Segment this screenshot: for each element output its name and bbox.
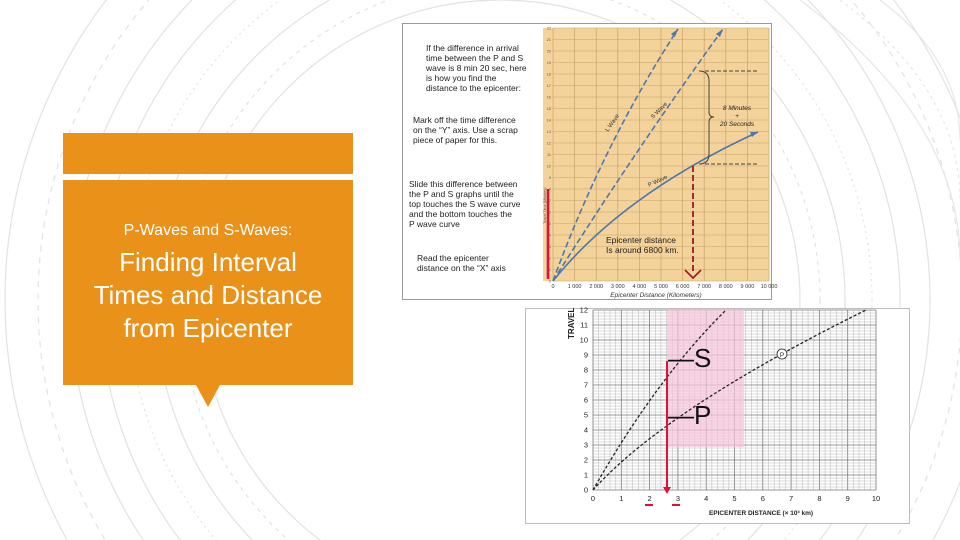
instruction-text: Slide this difference between [409, 179, 518, 189]
y-axis-label: Travel Time (Minutes) [543, 187, 547, 224]
x-tick-label: 4 000 [632, 284, 647, 290]
svg-text:the P and S graphs until the [409, 189, 514, 199]
y-axis-label: TRAVEL [567, 307, 576, 339]
l-wave-label: L Wave [604, 113, 622, 134]
s-wave-label: S Wave [650, 101, 670, 121]
slide-title [73, 246, 343, 345]
x-tick-label: 6 [760, 494, 765, 503]
y-tick-label: 3 [548, 245, 551, 249]
x-tick-label: 1 [619, 494, 624, 503]
svg-text:wave is 8 min 20 sec, here [425, 63, 527, 73]
interval-label: 20 Seconds [719, 121, 755, 128]
y-tick-label: 11 [580, 320, 588, 330]
y-tick-label: 17 [546, 84, 551, 88]
title-pointer [196, 385, 220, 407]
svg-text:—S [668, 343, 711, 373]
instruction-text: If the difference in arrival [426, 43, 519, 53]
y-tick-label: 3 [583, 440, 588, 450]
title-accent-bar [63, 133, 353, 174]
svg-text:20 Seconds [719, 121, 755, 128]
slide-title-line: Finding Interval [119, 247, 297, 277]
x-axis-label: Epicenter Distance (Kilometers) [610, 292, 702, 299]
x-tick-label: 5 [732, 494, 737, 503]
y-tick-label: 6 [548, 210, 551, 215]
svg-text:time between the P and S [426, 53, 524, 63]
slide-title-line: from Epicenter [123, 313, 293, 343]
handwritten-s: —S [668, 343, 712, 373]
x-tick-label: 8 000 [718, 284, 733, 290]
svg-text:—P [668, 400, 711, 430]
svg-text:distance on the “X” axis [417, 263, 506, 273]
instruction-text: piece of paper for this. [413, 135, 498, 145]
svg-text:on the “Y” axis. Use a scrap [413, 125, 518, 135]
title-box [63, 180, 353, 385]
instruction-text: distance on the “X” axis [417, 263, 506, 273]
y-tick-label: 8 [583, 365, 588, 375]
svg-text:Slide this difference between [409, 179, 518, 189]
instruction-text: Mark off the time difference [413, 115, 516, 125]
slide-title-line: Times and Distance [93, 280, 323, 310]
y-tick-label: 10 [546, 164, 551, 169]
x-tick-label: 9 000 [740, 284, 755, 290]
y-tick-label: 6 [583, 395, 588, 405]
y-tick-label: 4 [548, 233, 551, 238]
y-tick-label: 11 [547, 153, 551, 157]
y-tick-label: 15 [546, 107, 551, 111]
y-tick-label: 12 [579, 305, 588, 315]
interval-label: + [735, 113, 739, 120]
x-tick-label: 0 [551, 284, 555, 290]
instruction-text: is how you find the [426, 73, 497, 83]
interval-label: 8 Minutes [722, 105, 752, 112]
svg-text:8 Minutes [723, 105, 752, 112]
handwritten-p: —P [668, 400, 712, 430]
x-tick-label: 10 [871, 494, 881, 503]
p-curve-marker-label: P [779, 352, 785, 359]
svg-text:top touches the S wave curve [409, 199, 521, 209]
x-tick-label: 8 [817, 494, 822, 503]
x-axis-label: EPICENTER DISTANCE (× 10³ km) [708, 510, 814, 517]
x-tick-label: 9 [845, 494, 850, 503]
instruction-text: and the bottom touches the [409, 209, 513, 219]
x-tick-label: 5 000 [654, 284, 668, 290]
svg-text:Epicenter Distance (Kilometers [610, 292, 701, 299]
y-tick-label: 1 [583, 470, 588, 480]
x-tick-label: 4 [704, 494, 709, 503]
student-travel-time-chart [525, 305, 910, 524]
y-tick-label: 0 [583, 485, 588, 495]
instruction-text: Read the epicenter [417, 253, 489, 263]
y-tick-label: 14 [546, 118, 551, 123]
y-tick-label: 9 [548, 176, 551, 180]
instruction-text: on the “Y” axis. Use a scrap [413, 125, 518, 135]
svg-text:P wave curve [409, 219, 460, 229]
svg-text:and the bottom touches the [409, 209, 512, 219]
y-tick-label: 2 [583, 455, 588, 465]
y-tick-label: 19 [546, 61, 551, 65]
svg-text:piece of paper for this. [413, 135, 497, 145]
x-tick-label: 2 [647, 494, 652, 503]
x-tick-label: 2 000 [589, 284, 604, 290]
svg-text:Epicenter distance [606, 235, 676, 245]
y-tick-label: 20 [546, 49, 551, 54]
svg-text:EPICENTER DISTANCE (× 10³ km) [709, 510, 813, 517]
instruction-text: top touches the S wave curve [409, 199, 521, 209]
svg-text:+ [735, 113, 739, 120]
instruction-text: distance to the epicenter: [426, 83, 521, 93]
y-tick-label: 7 [583, 380, 588, 390]
y-tick-label: 5 [548, 222, 551, 226]
y-tick-label: 8 [548, 187, 551, 192]
svg-text:Mark off the time difference [413, 115, 516, 125]
instruction-text: time between the P and S [426, 53, 524, 63]
svg-text:If the difference in arrival [426, 43, 519, 53]
svg-text:Read the epicenter [417, 253, 489, 263]
y-tick-label: 4 [583, 425, 588, 435]
x-tick-label: 3 [675, 494, 680, 503]
svg-text:Is around 6800 km. [606, 245, 679, 255]
y-tick-label: 1 [548, 268, 551, 272]
epicenter-note: Is around 6800 km. [606, 245, 679, 255]
y-tick-label: 10 [579, 335, 588, 345]
svg-text:P [780, 352, 784, 359]
y-tick-label: 22 [546, 26, 551, 31]
arrowhead-icon [663, 487, 671, 494]
travel-time-figure [402, 23, 778, 300]
svg-text:distance to the epicenter: [426, 83, 521, 93]
y-tick-label: 16 [546, 95, 551, 100]
instruction-text: P wave curve [409, 219, 460, 229]
slide-subtitle: P-Waves and S-Waves: [123, 222, 293, 239]
x-tick-label: 3 000 [610, 284, 625, 290]
x-tick-label: 7 000 [697, 284, 712, 290]
svg-text:is how you find the [426, 73, 497, 83]
y-tick-label: 0 [548, 279, 551, 284]
svg-text:Travel Time (Minutes) [543, 187, 547, 224]
x-tick-label: 0 [590, 494, 596, 503]
y-tick-label: 21 [546, 38, 551, 42]
y-tick-label: 5 [583, 410, 588, 420]
x-tick-label: 10 000 [760, 284, 778, 290]
epicenter-note: Epicenter distance [606, 235, 676, 245]
y-tick-label: 7 [548, 199, 551, 203]
x-tick-label: 1 000 [567, 284, 582, 290]
y-tick-label: 13 [546, 130, 551, 134]
y-tick-label: 9 [583, 350, 588, 360]
instruction-text: wave is 8 min 20 sec, here [426, 63, 527, 73]
instruction-text: the P and S graphs until the [409, 189, 514, 199]
p-wave-label: P Wave [647, 174, 669, 189]
x-tick-label: 6 000 [675, 284, 690, 290]
y-tick-label: 12 [546, 141, 551, 146]
y-tick-label: 18 [546, 72, 551, 77]
svg-text:TRAVEL [567, 307, 576, 339]
y-tick-label: 2 [548, 256, 551, 261]
x-tick-label: 7 [789, 494, 794, 503]
